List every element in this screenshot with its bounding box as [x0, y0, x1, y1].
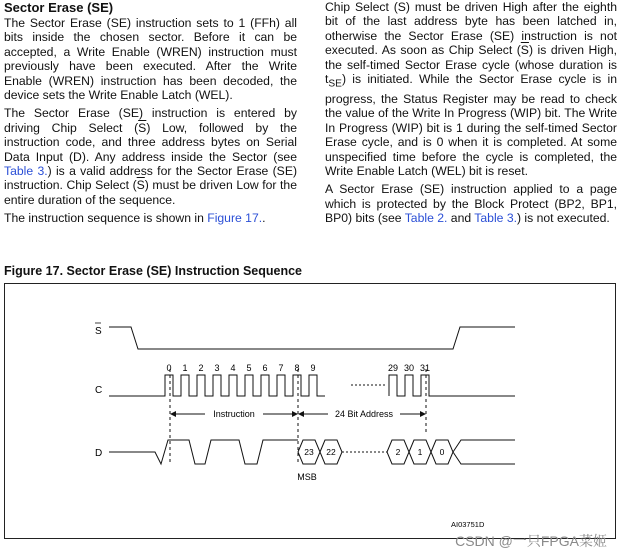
table-3-link[interactable]: Table 3.: [474, 211, 517, 226]
figure-title: Figure 17. Sector Erase (SE) Instruction Sequence: [4, 264, 303, 278]
clock-number: 4: [230, 363, 236, 373]
clock-number: 2: [198, 363, 204, 373]
chip-select-bar: $\overline{S}$: [136, 178, 145, 193]
paragraph-protected-page: A Sector Erase (SE) instruction applied to a page which is protected by the Block Protect (BP2, BP1, BP0) bits (see Table 2. and Table 3.) is not executed.: [325, 182, 617, 226]
clock-number: 8: [294, 363, 300, 373]
tse-subscript: SE: [328, 78, 342, 90]
clock-number: 7: [278, 363, 284, 373]
d-bit-22-label: 22: [326, 447, 336, 457]
d-bit-0-label: 0: [439, 447, 445, 457]
signal-label-s: S: [95, 326, 102, 337]
paragraph-chip-select-high: Chip Select $(\overline{S})$ must be driven High after the eighth bit of the last address byte has been latched in, otherwise the Sector Erase (SE) instruction is not executed. As soon as Chip Select $(\overline{S})$ is driven High, the self-timed Sector Erase cycle (whose duration is $t_{SE}$) is initiated. While the Sector Erase cycle is in progress, the Status Register may be read to check the value of the Write In Progress (WIP) bit. The Write In Progress (WIP) bit is 1 during the self-timed Sector Erase cycle, and is 0 when it is completed. At some unspecified time before the cycle is completed, the Write Enable Latch (WEL) bit is reset.: [325, 0, 617, 178]
d-waveform: [109, 440, 298, 464]
chip-select-bar: $\overline{S}$: [397, 0, 406, 14]
chip-select-bar: $\overline{S}$: [520, 43, 529, 58]
instruction-label: Instruction: [213, 409, 255, 419]
d-bit-23-label: 23: [304, 447, 314, 457]
clock-number: 6: [262, 363, 268, 373]
c-waveform: [109, 375, 515, 396]
chip-select-bar: $\overline{S}$: [138, 120, 147, 135]
d-hatched-end: [453, 440, 515, 464]
address-label: 24 Bit Address: [334, 409, 394, 419]
d-bit-2-label: 2: [395, 447, 401, 457]
paragraph-sequence-ref: The instruction sequence is shown in Figure 17..: [4, 211, 266, 226]
section-heading: Sector Erase (SE): [4, 0, 114, 15]
d-bit-1-label: 1: [417, 447, 423, 457]
clock-number: 1: [182, 363, 188, 373]
clock-number: 3: [214, 363, 220, 373]
paragraph-se-entry: The Sector Erase (SE) instruction is entered by driving Chip Select $(\overline{S})$ Low, followed by the instruction code, and three address bytes on Serial Data Input (D). Any address inside the Sector (see Table 3.) is a valid address for the Sector Erase (SE) instruction. Chip Select $(\overline{S})$ must be driven Low for the entire duration of the sequence.: [4, 106, 298, 207]
timing-diagram: [4, 283, 616, 539]
figure-17-link[interactable]: Figure 17.: [207, 211, 263, 226]
clock-number: 30: [403, 363, 415, 373]
left-text-column: [4, 0, 297, 230]
signal-label-d: D: [95, 448, 103, 459]
clock-number: 0: [166, 363, 172, 373]
msb-label: MSB: [297, 472, 317, 482]
s-waveform: [109, 327, 515, 349]
clock-number: 9: [310, 363, 316, 373]
clock-number: 5: [246, 363, 252, 373]
clock-number: 31: [419, 363, 431, 373]
watermark: CSDN @一只FPGA菜姬: [455, 533, 607, 549]
right-text-column: [325, 0, 617, 230]
paragraph-se-description: The Sector Erase (SE) instruction sets to 1 (FFh) all bits inside the chosen sector. Before it can be accepted, a Write Enable (WREN) instruction must previously have been executed. After the Write Enable (WREN) instruction has been decoded, the device sets the Write Enable Latch (WEL).: [4, 16, 297, 103]
table-3-link[interactable]: Table 3.: [4, 164, 48, 179]
figure-id: AI03751D: [451, 520, 485, 529]
signal-label-c: C: [95, 385, 103, 396]
clock-number: 29: [387, 363, 399, 373]
table-2-link[interactable]: Table 2.: [404, 211, 448, 226]
